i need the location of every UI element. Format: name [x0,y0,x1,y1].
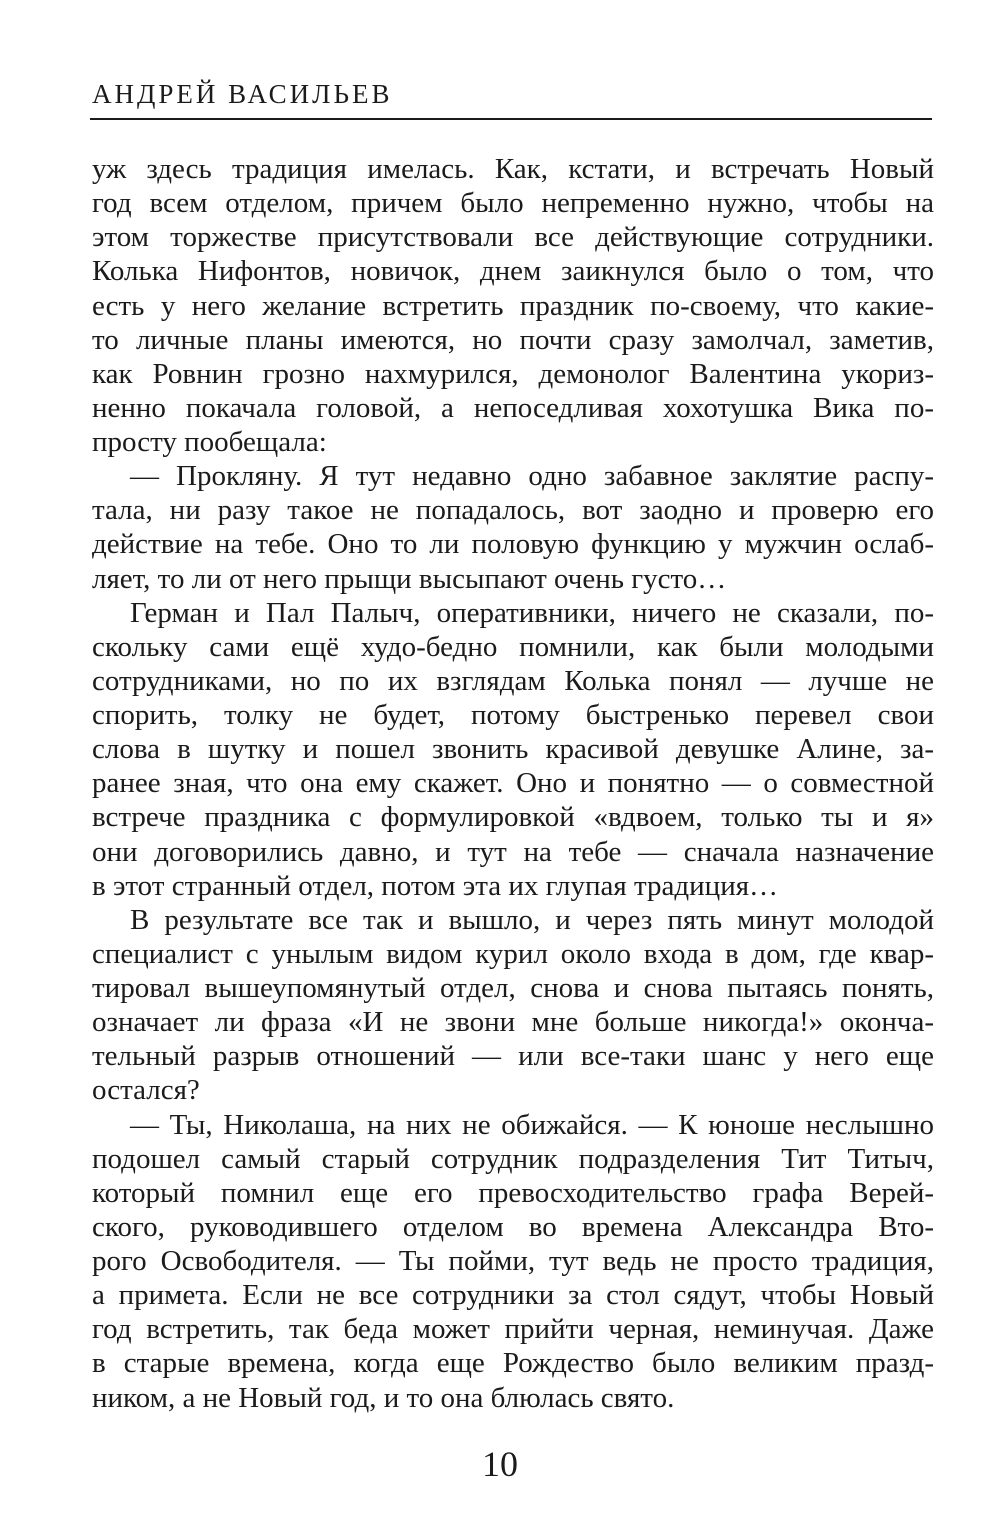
text-line: ранее зная, что она ему скажет. Оно и понятно — о совместной [92,767,934,800]
text-line: ником, а не Новый год, и то она блюлась свято. [92,1381,675,1414]
text-line: означает ли фраза «И не звони мне больше никогда!» оконча- [92,1006,934,1039]
text-line: который помнил еще его превосходительство графа Верей- [92,1176,934,1209]
text-line: Герман и Пал Палыч, оперативники, ничего не сказали, по- [130,596,934,629]
text-line: этом торжестве присутствовали все действующие сотрудники. [92,221,934,254]
text-line: ского, руководившего отделом во времена Александра Вто- [92,1210,934,1243]
text-line: есть у него желание встретить праздник по-своему, что какие- [92,289,934,322]
text-line: подошел самый старый сотрудник подразделения Тит Титыч, [92,1142,934,1175]
text-line: уж здесь традиция имелась. Как, кстати, и встречать Новый [92,153,934,185]
text-line: ненно покачала головой, а непоседливая хохотушка Вика по- [92,391,934,424]
body-text [92,152,934,1415]
running-head-author: АНДРЕЙ ВАСИЛЬЕВ [92,79,393,109]
text-line: тировал вышеупомянутый отдел, снова и снова пытаясь понять, [92,972,934,1004]
text-line: В результате все так и вышло, и через пять минут молодой [130,903,934,936]
text-line: — Ты, Николаша, на них не обижайся. — К юноше неслышно [130,1108,934,1141]
text-line: в старые времена, когда еще Рождество было великим празд- [92,1347,934,1380]
text-line: ляет, то ли от него прыщи высыпают очень густо… [92,562,727,595]
text-line: они договорились давно, и тут на тебе — сначала назначение [92,835,934,868]
text-line: просту пообещала: [92,426,327,458]
text-line: остался? [92,1074,200,1107]
text-line: тала, ни разу такое не попадалось, вот заодно и проверю его [92,494,934,527]
text-line: скольку сами ещё худо-бедно помнили, как были молодыми [92,630,934,663]
text-line: встрече праздника с формулировкой «вдвоем, только ты и я» [92,801,934,834]
text-line: Колька Нифонтов, новичок, днем заикнулся было о том, что [92,255,934,288]
text-line: в этот странный отдел, потом эта их глупая традиция… [92,869,779,902]
text-line: спорить, толку не будет, потому быстренько перевел свои [92,699,934,731]
text-line: а примета. Если не все сотрудники за стол сядут, чтобы Новый [92,1279,934,1312]
text-line: действие на тебе. Оно то ли половую функцию у мужчин ослаб- [92,528,934,561]
text-line: сотрудниками, но по их взглядам Колька понял — лучше не [92,664,934,697]
text-line: год встретить, так беда может прийти черная, неминучая. Даже [92,1313,934,1346]
text-line: год всем отделом, причем было непременно нужно, чтобы на [92,187,934,220]
header-rule [90,118,932,120]
text-line: — Прокляну. Я тут недавно одно забавное заклятие распу- [130,460,934,493]
text-line: как Ровнин грозно нахмурился, демонолог Валентина укориз- [92,357,934,390]
text-line: то личные планы имеются, но почти сразу замолчал, заметив, [92,323,934,356]
text-line: специалист с унылым видом курил около входа в дом, где квар- [92,937,934,970]
text-line: тельный разрыв отношений — или все-таки шанс у него еще [92,1040,934,1073]
text-line: слова в шутку и пошел звонить красивой девушке Алине, за- [92,733,934,766]
text-line: рого Освободителя. — Ты пойми, тут ведь не просто традиция, [92,1245,934,1277]
page-number: 10 [482,1444,518,1484]
